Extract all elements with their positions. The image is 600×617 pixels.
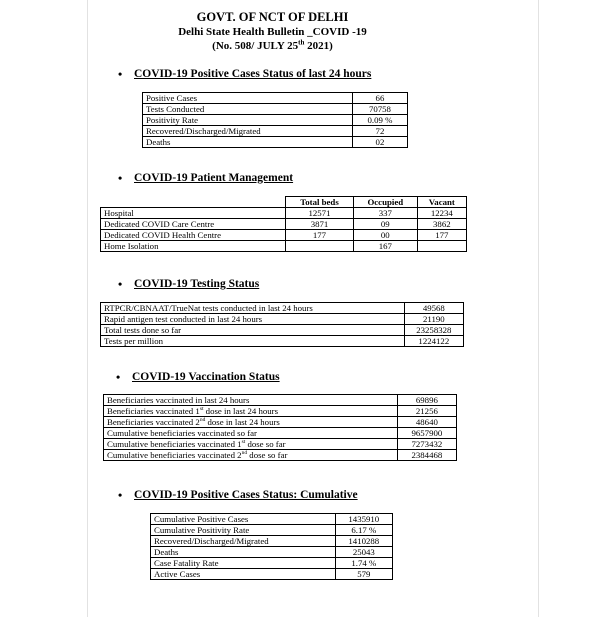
- row-value: 6.17 %: [335, 525, 392, 536]
- vaccination-label: Cumulative beneficiaries vaccinated 1st dose so far: [104, 439, 398, 450]
- vacant-value: 177: [417, 230, 466, 241]
- vaccination-row: [104, 406, 457, 417]
- facility-label: Dedicated COVID Care Centre: [101, 219, 286, 230]
- vaccination-label: Beneficiaries vaccinated in last 24 hours: [104, 395, 398, 406]
- cumulative-row: [151, 569, 393, 580]
- cumulative-row: [151, 514, 393, 525]
- row-label: Deaths: [143, 137, 353, 148]
- vaccination-value: 2384468: [397, 450, 456, 461]
- vaccination-row: [104, 439, 457, 450]
- occupied-value: 167: [353, 241, 417, 252]
- cumulative-row: [151, 525, 393, 536]
- row-label: Cumulative Positive Cases: [151, 514, 336, 525]
- total-beds-value: 177: [286, 230, 354, 241]
- col-total-beds: Total beds: [286, 197, 354, 208]
- testing-row: [101, 303, 464, 314]
- positive-24h-row: [143, 137, 408, 148]
- row-value: 49568: [404, 303, 463, 314]
- vaccination-value: 21256: [397, 406, 456, 417]
- testing-table: [100, 302, 464, 347]
- vaccination-row: [104, 395, 457, 406]
- page-left-edge: [87, 0, 88, 617]
- row-value: 72: [352, 126, 407, 137]
- row-label: Positive Cases: [143, 93, 353, 104]
- total-beds-value: 3871: [286, 219, 354, 230]
- vaccination-row: [104, 450, 457, 461]
- vaccination-value: 69896: [397, 395, 456, 406]
- row-label: Active Cases: [151, 569, 336, 580]
- occupied-value: 09: [353, 219, 417, 230]
- facility-label: Hospital: [101, 208, 286, 219]
- total-beds-value: 12571: [286, 208, 354, 219]
- testing-row: [101, 325, 464, 336]
- cumulative-row: [151, 536, 393, 547]
- vacant-value: [417, 241, 466, 252]
- occupied-value: 337: [353, 208, 417, 219]
- vaccination-row: [104, 428, 457, 439]
- row-value: 23258328: [404, 325, 463, 336]
- facility-label: Home Isolation: [101, 241, 286, 252]
- col-vacant: Vacant: [417, 197, 466, 208]
- vacant-value: 3862: [417, 219, 466, 230]
- row-value: 1435910: [335, 514, 392, 525]
- positive-24h-row: [143, 126, 408, 137]
- positive-24h-row: [143, 104, 408, 115]
- row-value: 1.74 %: [335, 558, 392, 569]
- header-bulletin: Delhi State Health Bulletin _COVID -19: [178, 26, 367, 38]
- row-value: 70758: [352, 104, 407, 115]
- vaccination-value: 7273432: [397, 439, 456, 450]
- vaccination-label: Cumulative beneficiaries vaccinated 2nd dose so far: [104, 450, 398, 461]
- row-label: Recovered/Discharged/Migrated: [151, 536, 336, 547]
- row-label: Total tests done so far: [101, 325, 405, 336]
- row-label: Positivity Rate: [143, 115, 353, 126]
- row-value: 25043: [335, 547, 392, 558]
- vaccination-value: 48640: [397, 417, 456, 428]
- occupied-value: 00: [353, 230, 417, 241]
- row-value: 21190: [404, 314, 463, 325]
- row-label: Cumulative Positivity Rate: [151, 525, 336, 536]
- header-govt: GOVT. OF NCT OF DELHI: [196, 10, 349, 24]
- bulletin-header: [0, 10, 545, 53]
- positive-24h-table: [142, 92, 408, 148]
- vaccination-label: Cumulative beneficiaries vaccinated so far: [104, 428, 398, 439]
- page-right-edge: [538, 0, 539, 617]
- facility-label: Dedicated COVID Health Centre: [101, 230, 286, 241]
- patient-row: [101, 241, 467, 252]
- row-value: 579: [335, 569, 392, 580]
- row-value: 0.09 %: [352, 115, 407, 126]
- row-value: 66: [352, 93, 407, 104]
- row-label: Tests Conducted: [143, 104, 353, 115]
- testing-row: [101, 314, 464, 325]
- vaccination-label: Beneficiaries vaccinated 1st dose in last 24 hours: [104, 406, 398, 417]
- cumulative-table: [150, 513, 393, 580]
- row-label: Case Fatality Rate: [151, 558, 336, 569]
- testing-row: [101, 336, 464, 347]
- row-label: Tests per million: [101, 336, 405, 347]
- row-label: Recovered/Discharged/Migrated: [143, 126, 353, 137]
- row-label: Rapid antigen test conducted in last 24 hours: [101, 314, 405, 325]
- vaccination-label: Beneficiaries vaccinated 2nd dose in last 24 hours: [104, 417, 398, 428]
- patient-row: [101, 208, 467, 219]
- total-beds-value: [286, 241, 354, 252]
- row-label: Deaths: [151, 547, 336, 558]
- cumulative-row: [151, 558, 393, 569]
- positive-24h-row: [143, 115, 408, 126]
- row-value: 02: [352, 137, 407, 148]
- patient-management-table: [100, 196, 467, 252]
- cumulative-row: [151, 547, 393, 558]
- patient-header-row: [101, 197, 467, 208]
- row-value: 1410288: [335, 536, 392, 547]
- patient-row: [101, 219, 467, 230]
- vacant-value: 12234: [417, 208, 466, 219]
- vaccination-value: 9657900: [397, 428, 456, 439]
- patient-row: [101, 230, 467, 241]
- vaccination-table: [103, 394, 457, 461]
- row-value: 1224122: [404, 336, 463, 347]
- col-occupied: Occupied: [353, 197, 417, 208]
- positive-24h-row: [143, 93, 408, 104]
- row-label: RTPCR/CBNAAT/TrueNat tests conducted in last 24 hours: [101, 303, 405, 314]
- vaccination-row: [104, 417, 457, 428]
- header-number: (No. 508/ JULY 25th 2021): [212, 38, 333, 52]
